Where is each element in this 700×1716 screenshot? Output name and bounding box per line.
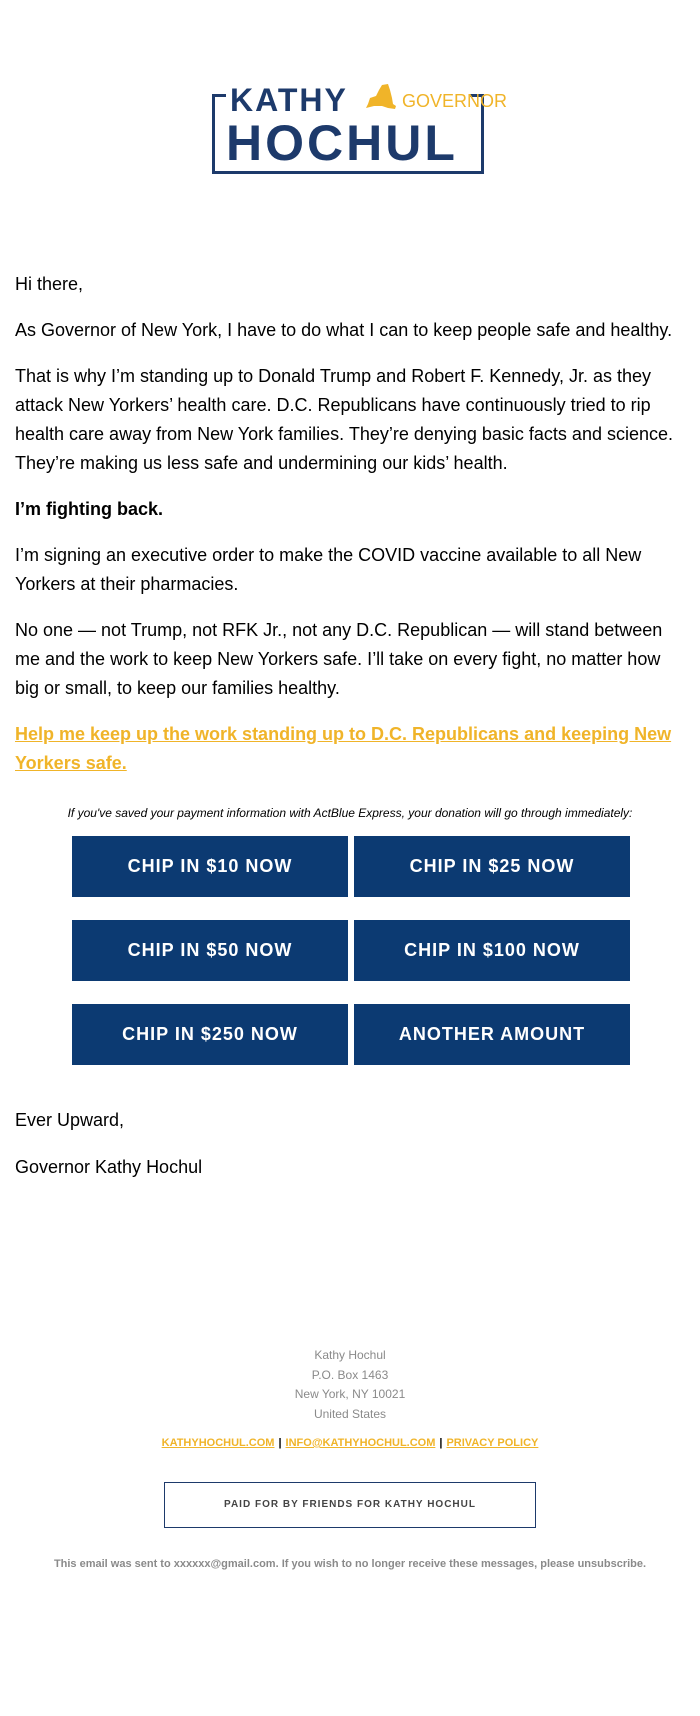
paragraph-2: That is why I’m standing up to Donald Trump and Robert F. Kennedy, Jr. as they attack New Yorkers’ health care. D.C. Republicans have continuously tried to rip health care away from New York families. They’re denying basic facts and science. They’re making us less safe and undermining our kids’ health. bbox=[15, 366, 673, 473]
donate-cta-link[interactable]: Help me keep up the work standing up to D.C. Republicans and keeping New Yorkers safe. bbox=[15, 724, 672, 773]
paid-for-disclaimer: PAID FOR BY FRIENDS FOR KATHY HOCHUL bbox=[164, 1482, 536, 1528]
footer-address-name: Kathy Hochul bbox=[314, 1348, 386, 1362]
footer-address-city: New York, NY 10021 bbox=[294, 1387, 406, 1401]
paragraph-fighting-back: I’m fighting back. bbox=[15, 499, 164, 519]
footer-address-country: United States bbox=[313, 1406, 387, 1421]
another-amount-button[interactable]: ANOTHER AMOUNT bbox=[354, 1004, 630, 1065]
email-body bbox=[15, 270, 685, 795]
new-york-state-icon bbox=[362, 82, 398, 112]
email-link[interactable]: INFO@KATHYHOCHUL.COM bbox=[285, 1437, 436, 1449]
footer-address-po-box: P.O. Box 1463 bbox=[311, 1367, 389, 1382]
logo-title: GOVERNOR bbox=[402, 91, 508, 111]
chip-in-250-button[interactable]: CHIP IN $250 NOW bbox=[72, 1004, 348, 1065]
link-separator: | bbox=[439, 1437, 443, 1449]
chip-in-10-button[interactable]: CHIP IN $10 NOW bbox=[72, 836, 348, 897]
paragraph-1: As Governor of New York, I have to do what I can to keep people safe and healthy. bbox=[15, 320, 673, 340]
paragraph-3: I’m signing an executive order to make the COVID vaccine available to all New Yorkers at their pharmacies. bbox=[15, 545, 642, 594]
paragraph-4: No one — not Trump, not RFK Jr., not any D.C. Republican — will stand between me and the work to keep New Yorkers safe. I’ll take on every fight, no matter how big or small, to keep our families healthy. bbox=[15, 620, 663, 698]
signoff: Ever Upward, bbox=[15, 1110, 125, 1130]
footer-links bbox=[0, 1437, 700, 1449]
logo-last-name: HOCHUL bbox=[226, 115, 458, 171]
chip-in-100-button[interactable]: CHIP IN $100 NOW bbox=[354, 920, 630, 981]
chip-in-50-button[interactable]: CHIP IN $50 NOW bbox=[72, 920, 348, 981]
link-separator: | bbox=[278, 1437, 282, 1449]
kathy-hochul-logo bbox=[212, 82, 508, 176]
privacy-policy-link[interactable]: PRIVACY POLICY bbox=[446, 1437, 539, 1449]
logo-frame-corner-left bbox=[212, 94, 226, 97]
chip-in-25-button[interactable]: CHIP IN $25 NOW bbox=[354, 836, 630, 897]
greeting: Hi there, bbox=[15, 274, 84, 294]
logo-first-name: KATHY bbox=[230, 82, 348, 118]
website-link[interactable]: KATHYHOCHUL.COM bbox=[161, 1437, 275, 1449]
signature: Governor Kathy Hochul bbox=[15, 1157, 203, 1177]
actblue-express-note: If you've saved your payment information with ActBlue Express, your donation will go through immediately: bbox=[67, 806, 633, 820]
unsubscribe-notice[interactable]: This email was sent to xxxxxx@gmail.com. If you wish to no longer receive these messages, please unsubscribe. bbox=[53, 1558, 647, 1570]
footer-address bbox=[0, 1346, 700, 1424]
